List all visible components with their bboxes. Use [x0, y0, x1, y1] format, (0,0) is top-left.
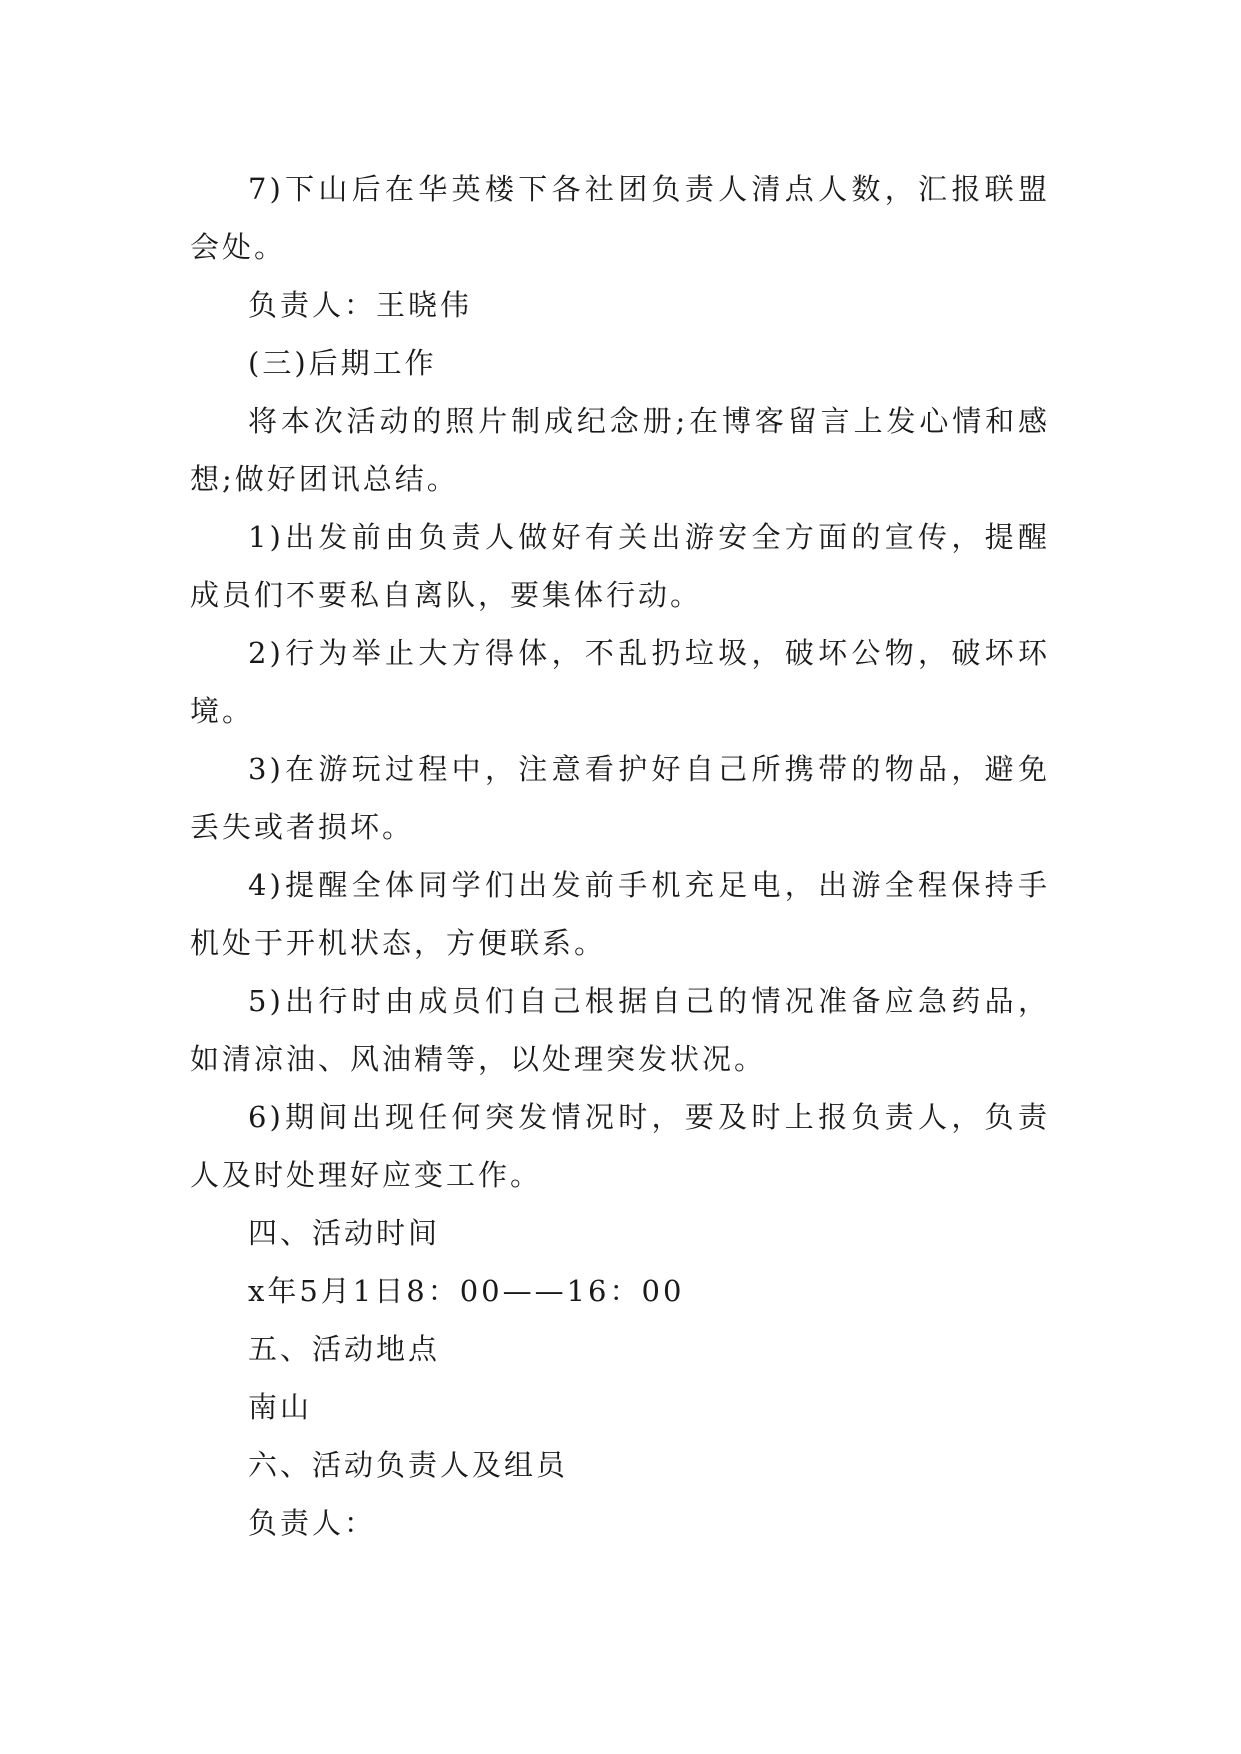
section-heading-members: 六、活动负责人及组员 [248, 1448, 569, 1482]
activity-time: x年5月1日8：00——16：00 [248, 1274, 685, 1308]
step-7-paragraph: 7)下山后在华英楼下各社团负责人清点人数，汇报联盟会处。 [190, 172, 1050, 264]
safety-item-6: 6)期间出现任何突发情况时，要及时上报负责人，负责人及时处理好应变工作。 [190, 1100, 1050, 1192]
responsible-person-line: 负责人：王晓伟 [248, 288, 473, 322]
safety-item-4: 4)提醒全体同学们出发前手机充足电，出游全程保持手机处于开机状态，方便联系。 [190, 868, 1050, 960]
section-heading-location: 五、活动地点 [248, 1332, 441, 1366]
activity-location: 南山 [248, 1390, 313, 1424]
section-heading-post-work: (三)后期工作 [248, 346, 437, 380]
safety-item-2: 2)行为举止大方得体，不乱扔垃圾，破坏公物，破坏环境。 [190, 636, 1050, 728]
safety-item-3: 3)在游玩过程中，注意看护好自己所携带的物品，避免丢失或者损坏。 [190, 752, 1050, 844]
responsible-person-label: 负责人： [248, 1506, 377, 1540]
document-body [190, 160, 1050, 1552]
safety-item-1: 1)出发前由负责人做好有关出游安全方面的宣传，提醒成员们不要私自离队，要集体行动。 [190, 520, 1050, 612]
safety-item-5: 5)出行时由成员们自己根据自己的情况准备应急药品，如清凉油、风油精等，以处理突发状况。 [190, 984, 1050, 1076]
section-heading-time: 四、活动时间 [248, 1216, 441, 1250]
post-work-paragraph: 将本次活动的照片制成纪念册;在博客留言上发心情和感想;做好团讯总结。 [190, 404, 1050, 496]
